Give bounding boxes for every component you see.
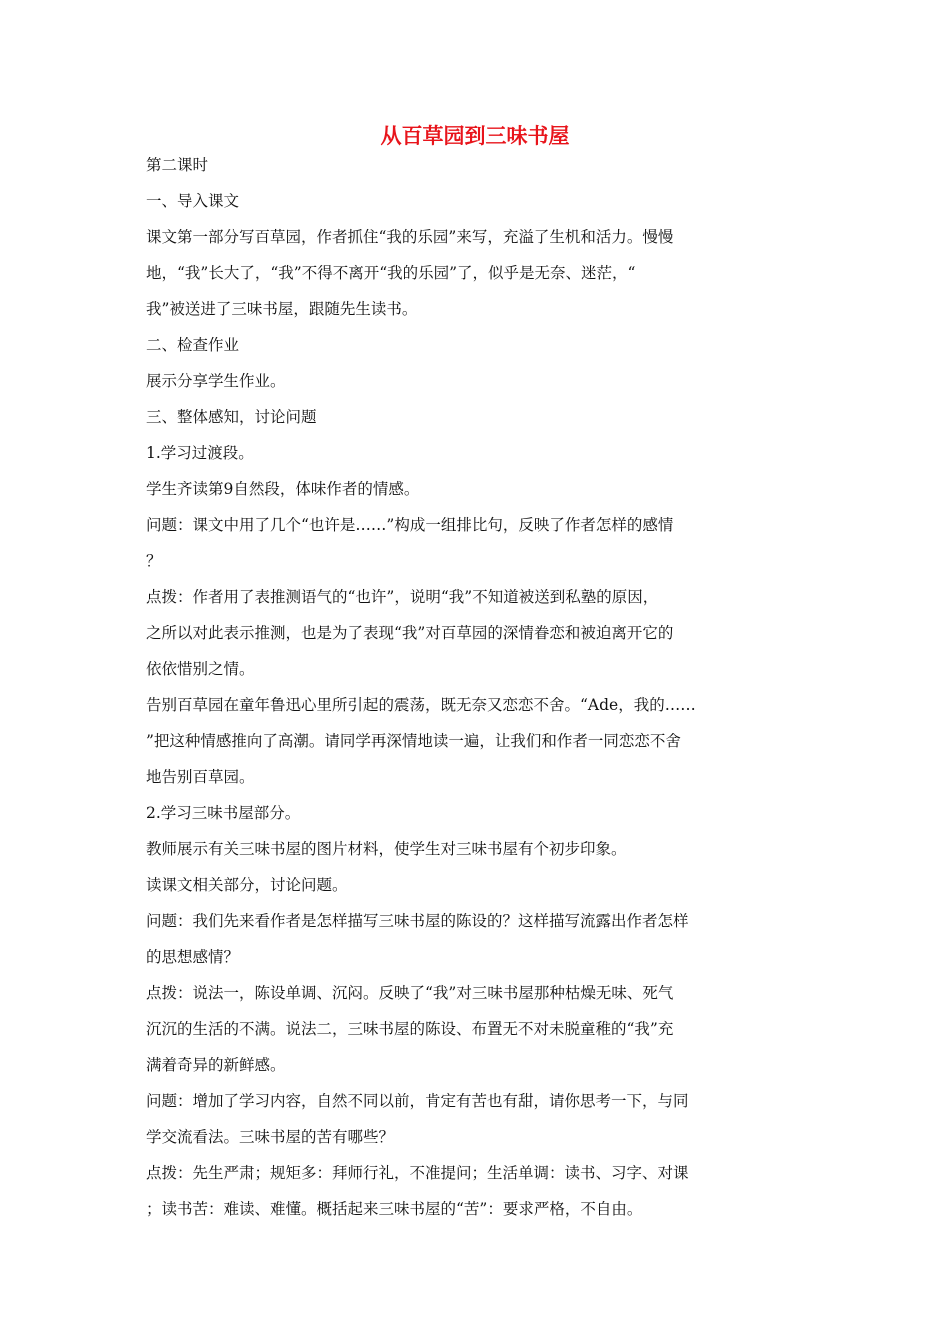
body-line: 我”被送进了三味书屋，跟随先生读书。 xyxy=(146,300,418,318)
body-line: ”把这种情感推向了高潮。请同学再深情地读一遍，让我们和作者一同恋恋不舍 xyxy=(146,732,681,750)
body-line: 之所以对此表示推测，也是为了表现“我”对百草园的深情眷恋和被迫离开它的 xyxy=(146,624,674,642)
body-line: 教师展示有关三味书屋的图片材料，使学生对三味书屋有个初步印象。 xyxy=(146,840,627,858)
body-line: 二、检查作业 xyxy=(146,336,240,354)
body-line: 三、整体感知，讨论问题 xyxy=(146,408,317,426)
body-line: 问题：课文中用了几个“也许是……”构成一组排比句，反映了作者怎样的感情 xyxy=(146,516,674,534)
body-line: 第二课时 xyxy=(146,156,209,174)
document-body xyxy=(146,147,746,1227)
body-line: 点拨：先生严肃；规矩多：拜师行礼，不准提问；生活单调：读书、习字、对课 xyxy=(146,1164,689,1182)
body-line: 问题：我们先来看作者是怎样描写三味书屋的陈设的？这样描写流露出作者怎样 xyxy=(146,912,689,930)
body-line: 学交流看法。三味书屋的苦有哪些？ xyxy=(146,1128,395,1146)
body-line: ？ xyxy=(146,552,162,570)
body-line: 满着奇异的新鲜感。 xyxy=(146,1056,286,1074)
body-line: 读课文相关部分，讨论问题。 xyxy=(146,876,348,894)
body-line: 点拨：作者用了表推测语气的“也许”，说明“我”不知道被送到私塾的原因， xyxy=(146,588,659,606)
body-line: 课文第一部分写百草园，作者抓住“我的乐园”来写，充溢了生机和活力。慢慢 xyxy=(146,228,674,246)
body-line: ；读书苦：难读、难懂。概括起来三味书屋的“苦”：要求严格，不自由。 xyxy=(146,1200,643,1218)
body-line: 点拨：说法一，陈设单调、沉闷。反映了“我”对三味书屋那种枯燥无味、死气 xyxy=(146,984,674,1002)
body-line: 学生齐读第9自然段，体味作者的情感。 xyxy=(146,480,420,498)
body-line: 依依惜别之情。 xyxy=(146,660,255,678)
body-line: 地告别百草园。 xyxy=(146,768,255,786)
document-title: 从百草园到三味书屋 xyxy=(380,124,570,148)
body-line: 地，“我”长大了，“我”不得不离开“我的乐园”了，似乎是无奈、迷茫，“ xyxy=(146,264,636,282)
body-line: 展示分享学生作业。 xyxy=(146,372,286,390)
body-line: 的思想感情？ xyxy=(146,948,240,966)
body-line: 问题：增加了学习内容，自然不同以前，肯定有苦也有甜，请你思考一下，与同 xyxy=(146,1092,689,1110)
body-line: 告别百草园在童年鲁迅心里所引起的震荡，既无奈又恋恋不舍。“Ade，我的…… xyxy=(146,696,696,714)
body-line: 沉沉的生活的不满。说法二，三味书屋的陈设、布置无不对未脱童稚的“我”充 xyxy=(146,1020,674,1038)
body-line: 1.学习过渡段。 xyxy=(146,444,254,462)
body-line: 一、导入课文 xyxy=(146,192,240,210)
body-line: 2.学习三味书屋部分。 xyxy=(146,804,301,822)
